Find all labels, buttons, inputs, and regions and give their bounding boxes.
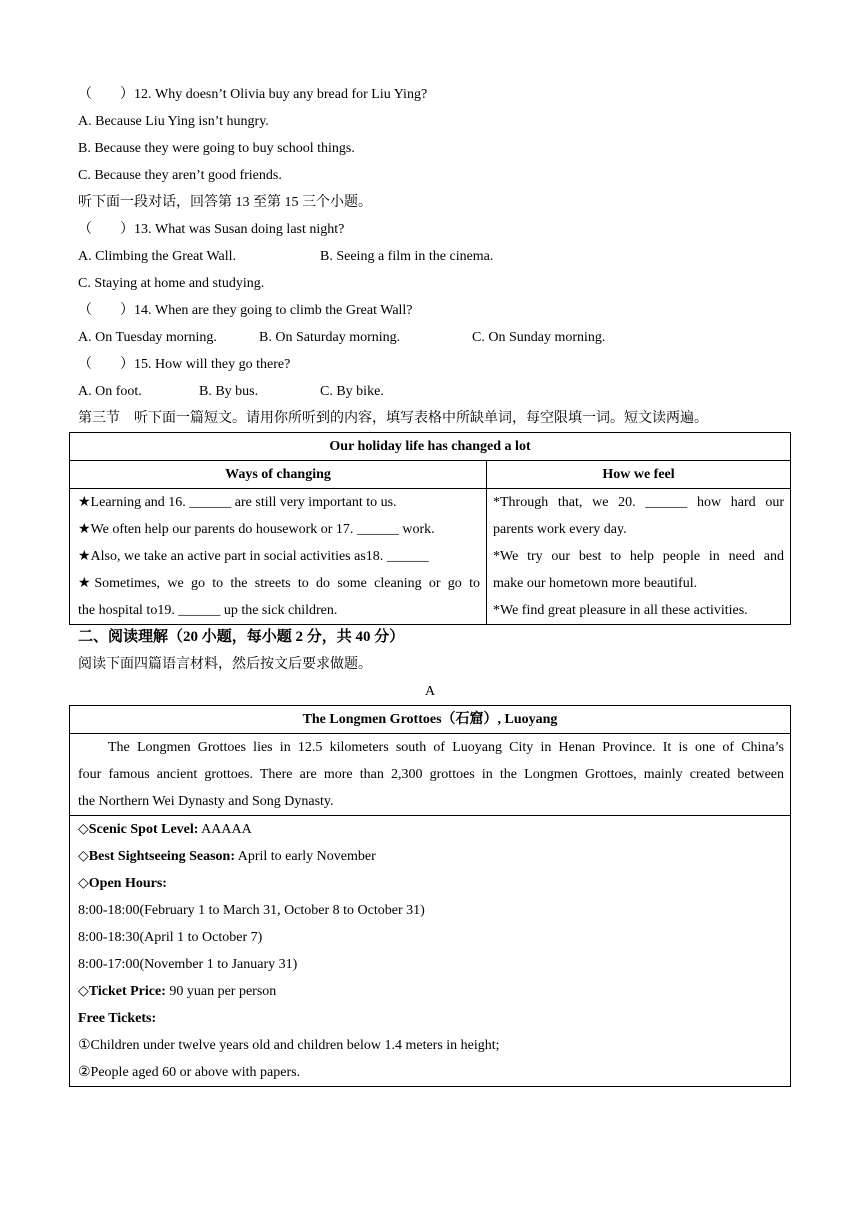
best-season-label: ◇Best Sightseeing Season:: [78, 849, 236, 864]
open-hours-label: ◇Open Hours:: [78, 876, 167, 891]
section-3-instruction: 第三节 听下面一篇短文。请用你所听到的内容，填写表格中所缺单词，每空限填一词。短文读两遍。: [78, 411, 708, 426]
free-ticket-item-1: ①Children under twelve years old and children below 1.4 meters in height;: [78, 1038, 500, 1053]
question-13-option-a: A. Climbing the Great Wall.: [78, 249, 237, 264]
question-15-option-a: A. On foot.: [78, 384, 142, 399]
longmen-intro: [70, 734, 791, 816]
question-12-option-c: C. Because they aren’t good friends.: [78, 168, 282, 183]
open-hours-2: 8:00-18:30(April 1 to October 7): [78, 930, 263, 945]
feel-line-2a: *We try our best to help people in need and: [493, 549, 784, 564]
reading-section-title: 二、阅读理解（20 小题，每小题 2 分，共 40 分）: [78, 629, 405, 645]
question-14-option-b: B. On Saturday morning.: [259, 330, 401, 345]
question-15-option-b: B. By bus.: [199, 384, 259, 399]
ways-line-18: ★Also, we take an active part in social activities as18. ______: [78, 549, 429, 564]
feel-line-3: *We find great pleasure in all these activities.: [493, 603, 748, 618]
open-hours-3: 8:00-17:00(November 1 to January 31): [78, 957, 298, 972]
question-13-option-b: B. Seeing a film in the cinema.: [320, 249, 494, 264]
scenic-level-value: AAAAA: [198, 822, 252, 837]
open-hours-1: 8:00-18:00(February 1 to March 31, October 8 to October 31): [78, 903, 425, 918]
ways-line-17: ★We often help our parents do housework or 17. ______ work.: [78, 522, 435, 537]
feel-line-20a: *Through that, we 20. ______ how hard our: [493, 495, 784, 510]
passage-label: A: [424, 684, 436, 699]
best-season-value: April to early November: [235, 849, 376, 864]
question-14-option-c: C. On Sunday morning.: [472, 330, 606, 345]
longmen-intro-line-3: the Northern Wei Dynasty and Song Dynasty.: [78, 794, 334, 809]
reading-instruction: 阅读下面四篇语言材料，然后按文后要求做题。: [78, 657, 372, 672]
ways-line-19a: ★Sometimes, we go to the streets to do some cleaning or go to: [78, 576, 480, 591]
feel-line-2b: make our hometown more beautiful.: [493, 576, 698, 591]
ticket-price-value: 90 yuan per person: [165, 984, 277, 999]
longmen-intro-line-1: The Longmen Grottoes lies in 12.5 kilometers south of Luoyang City in Henan Province. It is one of China’s: [108, 740, 784, 755]
longmen-info: [70, 816, 791, 1087]
ways-line-16: ★Learning and 16. ______ are still very important to us.: [78, 495, 397, 510]
question-13-stem: （ ）13. What was Susan doing last night?: [78, 222, 345, 237]
longmen-intro-line-2: four famous ancient grottoes. There are more than 2,300 grottoes in the Longmen Grottoes, mainly created between: [78, 767, 784, 782]
holiday-table-title: Our holiday life has changed a lot: [70, 433, 791, 461]
longmen-title: The Longmen Grottoes（石窟）, Luoyang: [70, 706, 791, 734]
question-12-option-b: B. Because they were going to buy school things.: [78, 141, 355, 156]
question-13-option-c: C. Staying at home and studying.: [78, 276, 265, 291]
feel-line-20b: parents work every day.: [493, 522, 627, 537]
instruction-13-15: 听下面一段对话，回答第 13 至第 15 三个小题。: [78, 195, 372, 210]
holiday-table-col1-header: Ways of changing: [70, 461, 487, 489]
holiday-table-feel-cell: [487, 489, 791, 625]
question-15-stem: （ ）15. How will they go there?: [78, 357, 291, 372]
scenic-level-label: ◇Scenic Spot Level:: [78, 822, 199, 837]
longmen-table: [69, 705, 791, 1087]
question-12-stem: （ ）12. Why doesn’t Olivia buy any bread for Liu Ying?: [78, 87, 428, 102]
question-15-option-c: C. By bike.: [320, 384, 384, 399]
holiday-table-ways-cell: [70, 489, 487, 625]
free-tickets-label: Free Tickets:: [78, 1011, 157, 1026]
scenic-level: [78, 816, 784, 843]
question-14-option-a: A. On Tuesday morning.: [78, 330, 217, 345]
holiday-table-col2-header: How we feel: [487, 461, 791, 489]
question-12-option-a: A. Because Liu Ying isn’t hungry.: [78, 114, 269, 129]
question-14-stem: （ ）14. When are they going to climb the Great Wall?: [78, 303, 413, 318]
best-season: [78, 843, 784, 870]
ways-line-19b: the hospital to19. ______ up the sick children.: [78, 603, 338, 618]
ticket-price: [78, 978, 784, 1005]
ticket-price-label: ◇Ticket Price:: [78, 984, 166, 999]
holiday-life-table: [69, 432, 791, 625]
free-ticket-item-2: ②People aged 60 or above with papers.: [78, 1065, 301, 1080]
